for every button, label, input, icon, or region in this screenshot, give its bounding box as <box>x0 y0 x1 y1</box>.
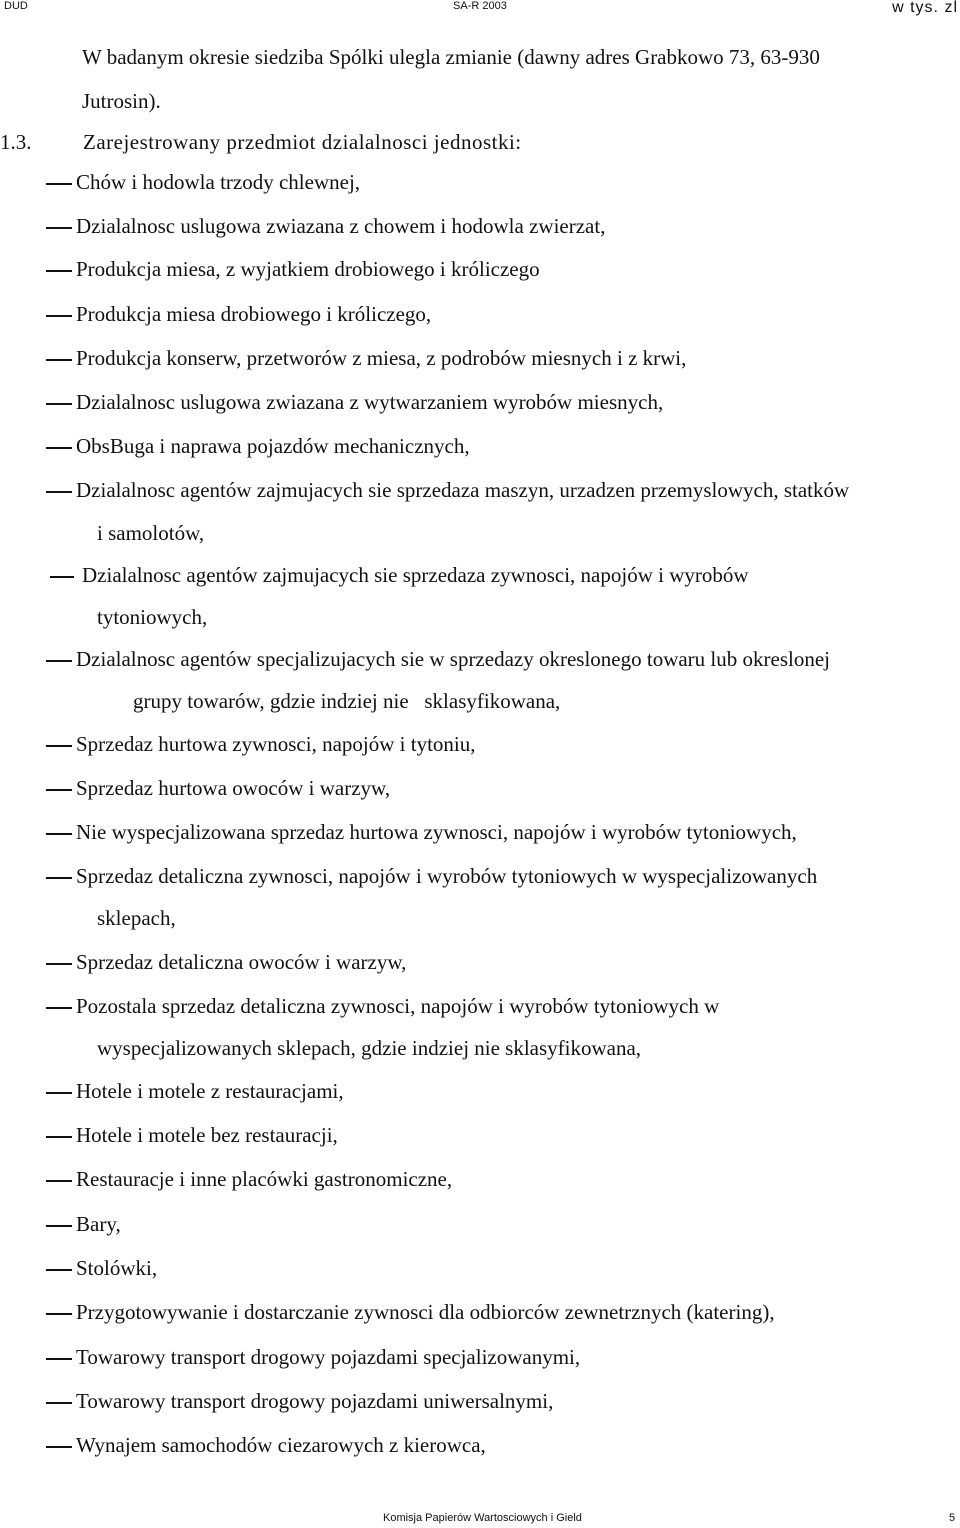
header-unit: w tys. zl <box>892 0 958 16</box>
header-center: SA-R 2003 <box>453 0 507 12</box>
list-item: Produkcja miesa, z wyjatkiem drobiowego i króliczego <box>76 257 540 281</box>
list-item: Dzialalnosc uslugowa zwiazana z wytwarzaniem wyrobów miesnych, <box>76 390 664 414</box>
section-number: 1.3. <box>0 130 32 154</box>
list-dash <box>46 1007 72 1009</box>
list-item: Sprzedaz detaliczna zywnosci, napojów i wyrobów tytoniowych w wyspecjalizowanych <box>76 864 818 888</box>
list-item: Sprzedaz hurtowa owoców i warzyw, <box>76 776 391 800</box>
list-dash <box>46 1446 72 1448</box>
list-item: Hotele i motele bez restauracji, <box>76 1123 338 1147</box>
list-item: Chów i hodowla trzody chlewnej, <box>76 170 361 194</box>
list-item: Pozostala sprzedaz detaliczna zywnosci, napojów i wyrobów tytoniowych w <box>76 994 720 1018</box>
list-item-continuation: wyspecjalizowanych sklepach, gdzie indziej nie sklasyfikowana, <box>97 1036 642 1060</box>
list-item: Produkcja miesa drobiowego i króliczego, <box>76 302 432 326</box>
list-dash <box>46 270 72 272</box>
list-item: Przygotowywanie i dostarczanie zywnosci dla odbiorców zewnetrznych (katering), <box>76 1300 775 1324</box>
list-item: Sprzedaz detaliczna owoców i warzyw, <box>76 950 407 974</box>
list-dash <box>46 745 72 747</box>
list-item: Hotele i motele z restauracjami, <box>76 1079 344 1103</box>
list-item: Nie wyspecjalizowana sprzedaz hurtowa zywnosci, napojów i wyrobów tytoniowych, <box>76 820 797 844</box>
list-dash <box>46 1180 72 1182</box>
list-dash <box>46 877 72 879</box>
list-dash <box>46 359 72 361</box>
list-dash <box>46 1402 72 1404</box>
intro-line-2: Jutrosin). <box>82 89 161 113</box>
page-number: 5 <box>949 1512 956 1524</box>
list-item-continuation: i samolotów, <box>97 521 205 545</box>
list-item: Bary, <box>76 1212 121 1236</box>
list-item: Sprzedaz hurtowa zywnosci, napojów i tytoniu, <box>76 732 476 756</box>
footer-text: Komisja Papierów Wartosciowych i Gield <box>383 1512 582 1524</box>
list-item: Towarowy transport drogowy pojazdami specjalizowanymi, <box>76 1345 581 1369</box>
list-item: Dzialalnosc agentów zajmujacych sie sprzedaza zywnosci, napojów i wyrobów <box>82 563 749 587</box>
list-dash <box>46 1136 72 1138</box>
section-title: Zarejestrowany przedmiot dzialalnosci jednostki: <box>83 130 522 154</box>
list-dash <box>50 576 74 578</box>
list-item: Wynajem samochodów ciezarowych z kierowca, <box>76 1433 486 1457</box>
list-item: Restauracje i inne placówki gastronomiczne, <box>76 1167 453 1191</box>
list-item-continuation: tytoniowych, <box>97 605 208 629</box>
list-dash <box>46 227 72 229</box>
header-left: DUD <box>4 0 28 12</box>
list-dash <box>46 789 72 791</box>
list-dash <box>46 1092 72 1094</box>
list-dash <box>46 660 72 662</box>
list-item-continuation: sklepach, <box>97 906 176 930</box>
list-dash <box>46 183 72 185</box>
list-dash <box>46 963 72 965</box>
list-item-continuation: grupy towarów, gdzie indziej nie sklasyfikowana, <box>133 689 561 713</box>
list-item: ObsBuga i naprawa pojazdów mechanicznych, <box>76 434 470 458</box>
list-dash <box>46 315 72 317</box>
list-dash <box>46 1358 72 1360</box>
list-dash <box>46 403 72 405</box>
list-dash <box>46 1313 72 1315</box>
list-item: Dzialalnosc agentów specjalizujacych sie w sprzedazy okreslonego towaru lub okreslonej <box>76 647 830 671</box>
list-dash <box>46 1225 72 1227</box>
list-item: Dzialalnosc agentów zajmujacych sie sprzedaza maszyn, urzadzen przemyslowych, statków <box>76 478 850 502</box>
list-item: Stolówki, <box>76 1256 158 1280</box>
intro-line-1: W badanym okresie siedziba Spólki ulegla zmianie (dawny adres Grabkowo 73, 63-930 <box>82 45 820 69</box>
list-item: Towarowy transport drogowy pojazdami uniwersalnymi, <box>76 1389 554 1413</box>
list-item: Dzialalnosc uslugowa zwiazana z chowem i hodowla zwierzat, <box>76 214 606 238</box>
list-item: Produkcja konserw, przetworów z miesa, z podrobów miesnych i z krwi, <box>76 346 687 370</box>
list-dash <box>46 833 72 835</box>
list-dash <box>46 447 72 449</box>
list-dash <box>46 491 72 493</box>
list-dash <box>46 1269 72 1271</box>
